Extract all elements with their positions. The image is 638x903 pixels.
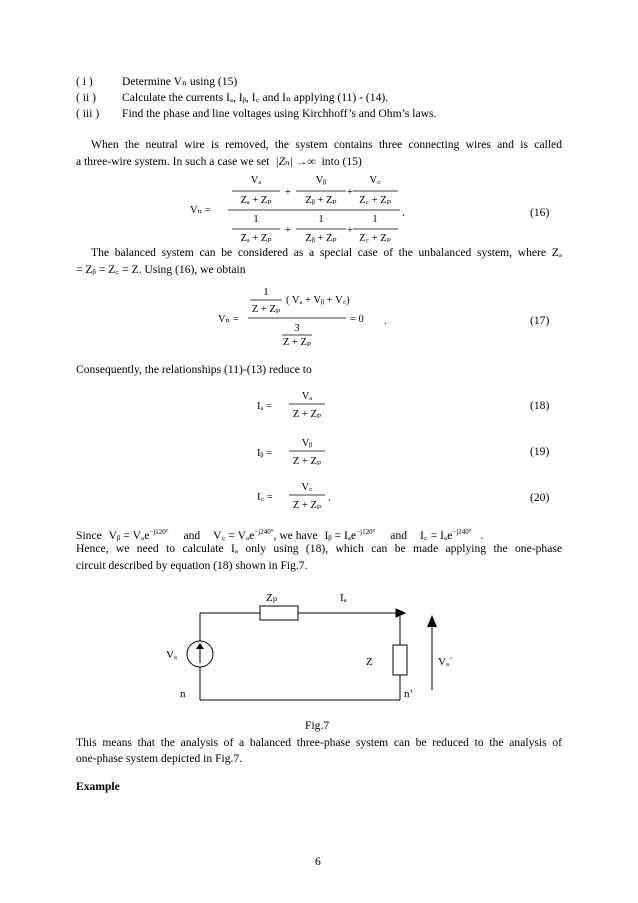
- eq17-paren-expr: ( Vₐ + Vᵦ + V꜀): [286, 295, 350, 306]
- equation-17: [218, 283, 398, 347]
- label-va: Vₐ: [166, 649, 177, 661]
- para4-and2: and: [390, 528, 408, 542]
- para4-ic-exp: −j240°: [452, 528, 472, 536]
- para4-line3: circuit described by equation (18) shown in Fig.7.: [76, 559, 308, 572]
- eq18-number: (18): [530, 399, 550, 412]
- para4-vb-expr: Vᵦ = Vₐe: [108, 528, 150, 542]
- eq16-den-den-c: Z꜀ + Zₚ: [359, 233, 391, 244]
- eq18-den: Z + Zₚ: [292, 409, 322, 420]
- page-number: 6: [315, 855, 321, 868]
- eq16-num-term-a: Vₐ: [250, 175, 262, 186]
- impedance-z: [393, 645, 407, 675]
- eq16-den-den-b: Zᵦ + Zₚ: [305, 233, 337, 244]
- para4-vc-expr: V꜀ = Vₐe: [213, 528, 255, 542]
- eq17-lhs: Vₙ =: [218, 314, 239, 325]
- para4-end: .: [480, 528, 484, 542]
- voltage-arrow-icon: [427, 615, 437, 627]
- eq16-den-den-a: Zₐ + Zₚ: [240, 233, 272, 244]
- para1-line2: [76, 155, 362, 169]
- para3: Consequently, the relationships (11)-(13) reduce to: [76, 363, 312, 376]
- eq18-lhs: Iₐ =: [257, 401, 272, 412]
- eq16-plus-2: +: [347, 187, 353, 198]
- eq16-num-term-b: Vᵦ: [315, 175, 327, 186]
- para4-line1: [76, 525, 483, 543]
- eq16-period: .: [402, 206, 405, 219]
- eq17-bottom-den: Z + Zₚ: [282, 337, 312, 347]
- label-ia: Iₐ: [340, 592, 347, 604]
- para4-ic-expr: I꜀ = Iₐe: [419, 528, 453, 542]
- label-n-prime: n’: [404, 688, 414, 700]
- source-arrow-icon: [196, 643, 204, 649]
- equation-18: [257, 386, 337, 422]
- eq20-period: .: [328, 491, 331, 504]
- step-2-text: Calculate the currents Iₐ, Iᵦ, I꜀ and Iₙ applying (11) - (14).: [122, 91, 389, 104]
- para1-line2-post: into (15): [321, 155, 362, 168]
- eq16-num-term-c: V꜀: [369, 175, 381, 186]
- eq16-number: (16): [530, 206, 550, 219]
- equation-16: [190, 172, 400, 244]
- para4-since: Since: [76, 528, 102, 542]
- eq17-inner-den: Z + Zₚ: [251, 304, 281, 315]
- eq16-num-den-c: Z꜀ + Zₚ: [359, 195, 391, 206]
- resistor-zp: [260, 606, 298, 620]
- eq17-inner-num: 1: [263, 287, 269, 298]
- step-1-text: Determine Vₙ using (15): [122, 75, 238, 88]
- equation-20: [257, 477, 337, 513]
- para4-line2: Hence, we need to calculate Iₐ only using (18), which can be made applying the one-phase: [76, 542, 562, 555]
- step-3-text: Find the phase and line voltages using Kirchhoff’s and Ohm’s laws.: [122, 107, 437, 120]
- eq16-plus-1: +: [285, 187, 291, 198]
- eq16-den-term-b: 1: [318, 214, 324, 225]
- eq20-number: (20): [530, 491, 550, 504]
- eq19-number: (19): [530, 445, 550, 458]
- eq17-period: .: [384, 314, 387, 327]
- eq19-num: Vᵦ: [301, 438, 313, 449]
- eq16-den-term-a: 1: [253, 214, 259, 225]
- eq16-num-den-a: Zₐ + Zₚ: [240, 195, 272, 206]
- eq19-den: Z + Zₚ: [292, 456, 322, 467]
- figure-caption: Fig.7: [305, 719, 330, 732]
- label-va-prime: Vₐ´: [438, 656, 453, 668]
- para1-line2-pre: a three-wire system. In such a case we set: [76, 155, 270, 168]
- eq16-plus-4: +: [347, 225, 353, 236]
- para2-line2: = Zᵦ = Z꜀ = Z. Using (16), we obtain: [76, 263, 246, 276]
- para4-ib-expr: Iᵦ = Iₐe: [324, 528, 357, 542]
- eq20-den: Z + Zₚ: [292, 500, 322, 511]
- eq16-den-term-c: 1: [372, 214, 378, 225]
- label-n: n: [180, 688, 186, 700]
- eq16-lhs: Vₙ =: [190, 205, 211, 216]
- example-heading: Example: [76, 780, 120, 793]
- para4-vc-exp: −j240°: [254, 528, 274, 536]
- eq20-lhs: I꜀ =: [257, 492, 273, 503]
- eq16-num-den-b: Zᵦ + Zₚ: [305, 195, 337, 206]
- para5-line2: one-phase system depicted in Fig.7.: [76, 752, 243, 765]
- para1-line1: When the neutral wire is removed, the system contains three connecting wires and is called: [91, 138, 562, 151]
- para2-line1: The balanced system can be considered as a special case of the unbalanced system, where Zₐ: [91, 246, 562, 259]
- eq17-number: (17): [530, 314, 550, 327]
- para4-vb-exp: −j120°: [149, 528, 169, 536]
- step-1-number: ( i ): [76, 75, 93, 88]
- label-z: Z: [366, 656, 373, 668]
- para4-have: , we have: [273, 528, 318, 542]
- para4-ib-exp: −j120°: [356, 528, 376, 536]
- eq17-rhs: = 0: [350, 314, 364, 325]
- para5-line1: This means that the analysis of a balanced three-phase system can be reduced to the analysis of: [76, 736, 562, 749]
- eq20-num: V꜀: [301, 482, 313, 493]
- eq17-bottom-num: 3: [294, 323, 300, 334]
- para4-and1: and: [183, 528, 201, 542]
- equation-19: [257, 433, 337, 469]
- eq19-lhs: Iᵦ =: [257, 448, 273, 459]
- eq16-plus-3: +: [285, 225, 291, 236]
- eq18-num: Vₐ: [301, 391, 313, 402]
- step-3-number: ( iii ): [76, 107, 100, 120]
- para1-zn-infinity: |Zₙ| →∞: [275, 155, 316, 168]
- label-zp: Zₚ: [266, 592, 278, 604]
- circuit-diagram: [160, 585, 490, 710]
- step-2-number: ( ii ): [76, 91, 96, 104]
